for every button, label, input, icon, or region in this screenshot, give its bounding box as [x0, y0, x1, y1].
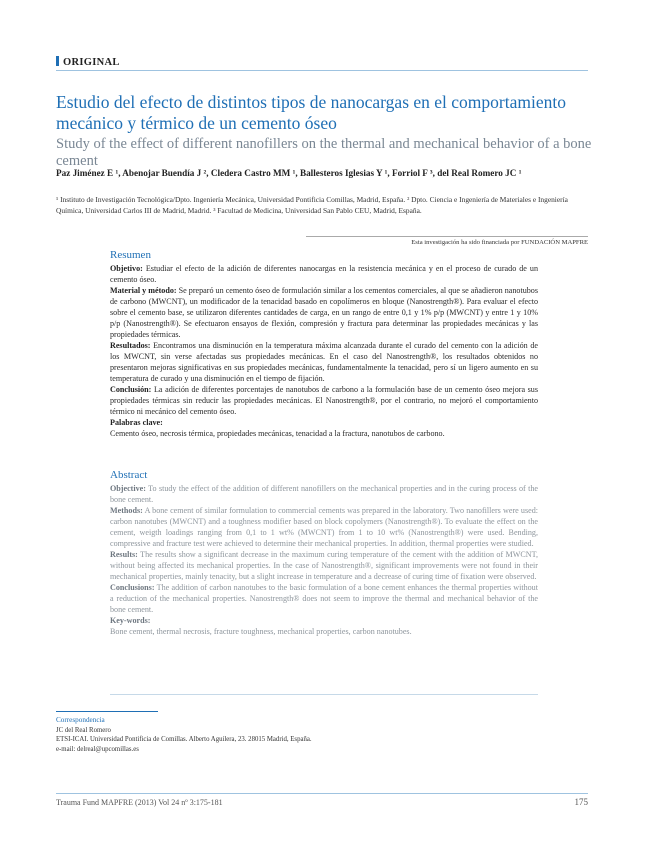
correspondence-email[interactable]: e-mail: delreal@upcomillas.es	[56, 745, 139, 753]
page-number: 175	[574, 797, 588, 807]
correspondence-label: Correspondencia	[56, 716, 105, 724]
funding-note: Esta investigación ha sido financiada por FUNDACIÓN MAPFRE	[306, 236, 588, 246]
objetivo-text: Estudiar el efecto de la adición de diferentes nanocargas en la resistencia mecánica y en el proceso de curado de un cemento óseo.	[110, 264, 538, 284]
conclusion-label: Conclusión:	[110, 385, 152, 394]
resumen-objetivo	[110, 263, 538, 285]
material-text: Se preparó un cemento óseo de formulación similar a los cementos comerciales, al que se añadieron nanotubos de carbono (MWCNT), un modificador de la tenacidad basado en copolímeros en bloque (Nanostrength®). Para evaluar el efecto sobre el cemento base, se utilizaron diferentes cantidades de carga, en un rango de entre 0,1 y 1% p/p (MWCNT) y entre 1 y 10% p/p (Nanostrength®). Se efectuaron ensayos de flexión, compresión y fractura para determinar las propiedades mecánicas y las propiedades térmicas.	[110, 286, 538, 339]
abstract-keywords-label	[110, 615, 538, 626]
resumen-conclusion	[110, 384, 538, 417]
resumen-section	[110, 250, 538, 439]
title-english: Study of the effect of different nanofillers on the thermal and mechanical behavior of a bone cement	[56, 136, 592, 169]
correspondence	[56, 716, 312, 754]
conclusions-label: Conclusions:	[110, 583, 155, 592]
material-label: Material y método:	[110, 286, 177, 295]
resumen-keywords: Cemento óseo, necrosis térmica, propiedades mecánicas, tenacidad a la fractura, nanotubos de carbono.	[110, 429, 445, 438]
results-label: Results:	[110, 550, 138, 559]
title-spanish: Estudio del efecto de distintos tipos de nanocargas en el comportamiento mecánico y térmico de un cemento óseo	[56, 92, 566, 133]
abstract-keywords: Bone cement, thermal necrosis, fracture toughness, mechanical properties, carbon nanotubes.	[110, 627, 412, 636]
authors: Paz Jiménez E ¹, Abenojar Buendía J ², Cledera Castro MM ¹, Ballesteros Iglesias Y ¹, Forriol F ³, del Real Romero JC ¹	[56, 168, 522, 178]
abstract-objective	[110, 483, 538, 505]
results-text: The results show a significant decrease in the maximum curing temperature of the cement with the addition of MWCNT, without being affected its mechanical properties. In the case of Nanostrength®, significant improvements were not found in their mechanical properties, mainly tenacity, but a slight increase in temperature and a decrease of curing time of fixation were observed.	[110, 550, 538, 581]
key-words-label: Key-words:	[110, 616, 151, 625]
conclusion-text: La adición de diferentes porcentajes de nanotubos de carbono a la formulación base de un cemento óseo mejora sus propiedades térmicas sin reducir las propiedades mecánicas. El Nanostrength®, por el contrario, no mejoró el comportamiento térmico ni mecánico del cemento óseo.	[110, 385, 538, 416]
footer-rule	[56, 793, 588, 794]
correspondence-address: ETSI-ICAI. Universidad Pontificia de Comillas. Alberto Aguilera, 23. 28015 Madrid, España.	[56, 736, 312, 743]
abstract-section	[110, 470, 538, 637]
resultados-label: Resultados:	[110, 341, 151, 350]
correspondence-rule	[56, 711, 158, 712]
section-bar	[56, 56, 59, 66]
objetivo-label: Objetivo:	[110, 264, 143, 273]
abstract-results	[110, 549, 538, 582]
footer-journal: Trauma Fund MAPFRE (2013) Vol 24 nº 3:175-181	[56, 798, 223, 807]
palabras-clave-label: Palabras clave:	[110, 418, 163, 427]
header-rule	[56, 70, 588, 71]
methods-label: Methods:	[110, 506, 143, 515]
resultados-text: Encontramos una disminución en la temperatura máxima alcanzada durante el curado del cemento con la adición de los MWCNT, sin verse afectadas sus propiedades mecánicas. En el caso del Nanostrength®, los resultados obtenidos no presentaron mejoras significativas en sus propiedades mecánicas, fundamentalmente la tenacidad, pero sí un ligero aumento en su temperatura de curado y una disminución en el tiempo de fijación.	[110, 341, 538, 383]
objective-text: To study the effect of the addition of different nanofillers on the mechanical properties and in the curing process of the bone cement.	[110, 484, 538, 504]
abstract-conclusions	[110, 582, 538, 615]
affiliations: ¹ Instituto de Investigación Tecnológica/Dpto. Ingeniería Mecánica, Universidad Pontificia Comillas, Madrid, España. ² Dpto. Ciencia e Ingeniería de Materiales e Ingeniería Química, Universidad Carlos III de Madrid, Madrid. ³ Facultad de Medicina, Universidad San Pablo CEU, Madrid, España.	[56, 195, 568, 215]
methods-text: A bone cement of similar formulation to commercial cements was prepared in the laboratory. Two nanofillers were used: carbon nanotubes (MWCNT) and a toughness modifier based on block copolymers (Nanostrength®). To evaluate the effect on the cement, weigth loadings ranging from 0,1 to 1 wt% (MWCNT) from 1 to 10 wt% (Nanostrength®) were used. Bending, compressive and fracture test were achieved to determine their mechanical properties. In addition, thermal properties were studied.	[110, 506, 539, 548]
section-tag	[56, 56, 120, 68]
objective-label: Objective:	[110, 484, 146, 493]
abstract-heading: Abstract	[110, 469, 148, 481]
resumen-heading: Resumen	[110, 249, 151, 261]
section-label: ORIGINAL	[63, 57, 120, 68]
abstract-rule	[110, 694, 538, 695]
resumen-material	[110, 285, 538, 340]
abstract-methods	[110, 505, 538, 549]
conclusions-text: The addition of carbon nanotubes to the basic formulation of a bone cement enhances the thermal properties without a reduction of the mechanical properties. Nanostrength® does not seem to improve the thermal and mechanical behavior of the bone cement.	[110, 583, 538, 614]
resumen-resultados	[110, 340, 538, 384]
resumen-keywords-label	[110, 417, 538, 428]
correspondence-name: JC del Real Romero	[56, 726, 111, 734]
